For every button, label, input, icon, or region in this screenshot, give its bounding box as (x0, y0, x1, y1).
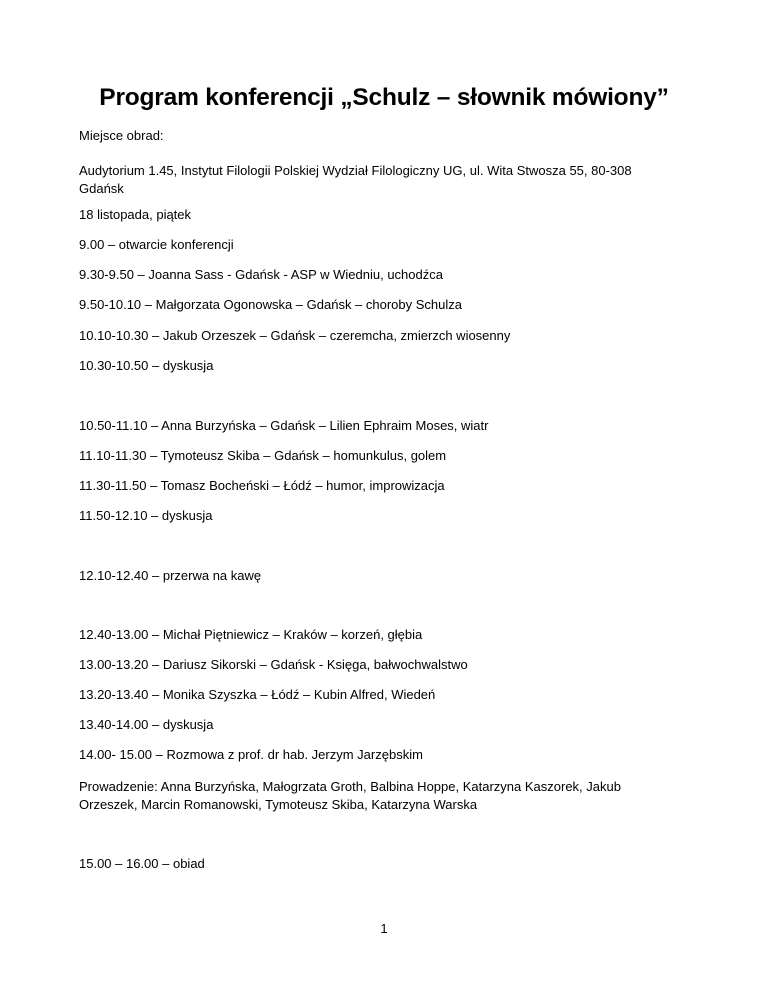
schedule-item: 13.00-13.20 – Dariusz Sikorski – Gdańsk - Księga, bałwochwalstwo (79, 657, 468, 672)
lunch-item: 15.00 – 16.00 – obiad (79, 856, 205, 871)
schedule-item: 9.30-9.50 – Joanna Sass - Gdańsk - ASP w Wiedniu, uchodźca (79, 267, 443, 282)
page-number: 1 (380, 921, 388, 936)
schedule-item: 12.10-12.40 – przerwa na kawę (79, 568, 262, 583)
conference-day: 18 listopada, piątek (79, 207, 192, 222)
schedule-item: 12.40-13.00 – Michał Piętniewicz – Kraków – korzeń, głębia (79, 627, 423, 642)
venue-label: Miejsce obrad: (79, 128, 164, 143)
schedule-item: 10.10-10.30 – Jakub Orzeszek – Gdańsk – czeremcha, zmierzch wiosenny (79, 328, 511, 343)
schedule-item: 10.30-10.50 – dyskusja (79, 358, 214, 373)
schedule-item: 11.50-12.10 – dyskusja (79, 508, 213, 523)
schedule-item: 13.20-13.40 – Monika Szyszka – Łódź – Kubin Alfred, Wiedeń (79, 687, 436, 702)
schedule-item: 13.40-14.00 – dyskusja (79, 717, 214, 732)
schedule-item: 11.10-11.30 – Tymoteusz Skiba – Gdańsk – homunkulus, golem (79, 448, 447, 463)
venue-address: Audytorium 1.45, Instytut Filologii Polskiej Wydział Filologiczny UG, ul. Wita Stwosza 55, 80-308 Gdańsk (79, 163, 632, 196)
schedule-item: 9.00 – otwarcie konferencji (79, 237, 234, 252)
schedule-item: 14.00- 15.00 – Rozmowa z prof. dr hab. Jerzym Jarzębskim (79, 747, 423, 762)
schedule-item: 9.50-10.10 – Małgorzata Ogonowska – Gdańsk – choroby Schulza (79, 297, 463, 312)
schedule-item: 10.50-11.10 – Anna Burzyńska – Gdańsk – Lilien Ephraim Moses, wiatr (79, 418, 489, 433)
schedule-item: 11.30-11.50 – Tomasz Bocheński – Łódź – humor, improwizacja (79, 478, 445, 493)
document-title: Program konferencji „Schulz – słownik mówiony” (99, 84, 669, 111)
moderators: Prowadzenie: Anna Burzyńska, Małogrzata Groth, Balbina Hoppe, Katarzyna Kaszorek, Jakub Orzeszek, Marcin Romanowski, Tymoteusz Skiba, Katarzyna Warska (79, 779, 621, 812)
